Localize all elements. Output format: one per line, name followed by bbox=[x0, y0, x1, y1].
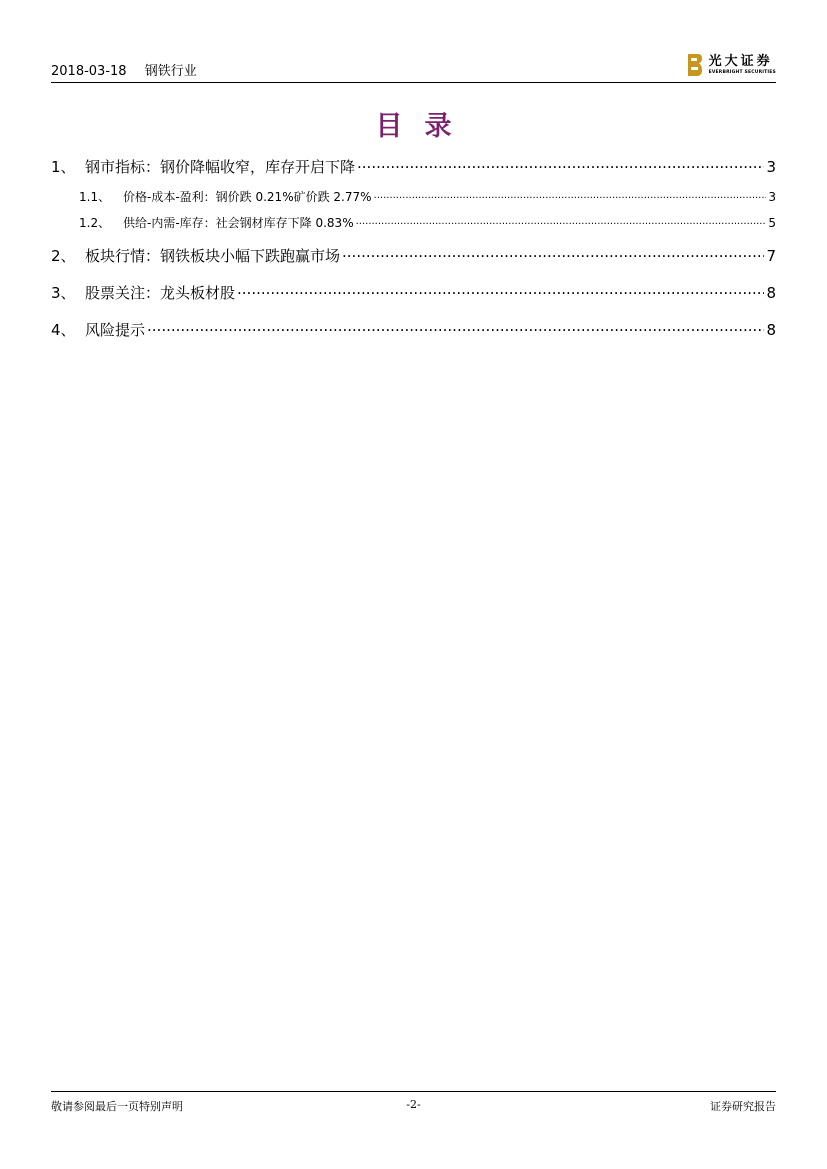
toc-entry-number: 1.1、 bbox=[79, 190, 111, 204]
toc-leader-dots bbox=[356, 215, 767, 227]
toc-entry-number: 3、 bbox=[51, 284, 76, 302]
toc-entry-label: 价格-成本-盈利：钢价跌 0.21%矿价跌 2.77% bbox=[123, 190, 372, 204]
footer-report-type: 证券研究报告 bbox=[710, 1100, 776, 1113]
footer-disclaimer: 敬请参阅最后一页特别声明 bbox=[51, 1100, 183, 1113]
header-info bbox=[51, 60, 197, 79]
toc-entry-page: 8 bbox=[766, 321, 776, 339]
toc-entry-page: 3 bbox=[768, 190, 776, 204]
toc-leader-dots bbox=[357, 157, 764, 172]
page-header bbox=[51, 50, 776, 83]
toc-entry-page: 3 bbox=[766, 158, 776, 176]
toc-entry-number: 4、 bbox=[51, 321, 76, 339]
everbright-logo-icon bbox=[687, 53, 703, 77]
toc-entry-label: 供给-内需-库存：社会钢材库存下降 0.83% bbox=[123, 216, 354, 230]
toc-entry-3[interactable] bbox=[51, 282, 776, 303]
toc-leader-dots bbox=[374, 189, 767, 201]
toc-title: 目录 bbox=[375, 111, 474, 142]
toc-entry-page: 8 bbox=[766, 284, 776, 302]
toc-entry-4[interactable] bbox=[51, 319, 776, 340]
toc-leader-dots bbox=[147, 320, 764, 335]
toc-leader-dots bbox=[237, 283, 764, 298]
toc-entry-1[interactable] bbox=[51, 156, 776, 177]
toc-entry-label: 股票关注：龙头板材股 bbox=[85, 284, 236, 302]
logo-chinese-name: 光大证券 bbox=[708, 53, 773, 69]
report-date: 2018-03-18 bbox=[51, 64, 127, 79]
toc-entry-number: 1、 bbox=[51, 158, 76, 176]
toc-entry-label: 风险提示 bbox=[85, 321, 146, 339]
industry-label: 钢铁行业 bbox=[144, 64, 197, 79]
toc-entry-2[interactable] bbox=[51, 245, 776, 266]
toc-entry-label: 钢市指标：钢价降幅收窄，库存开启下降 bbox=[85, 158, 356, 176]
toc-entry-number: 1.2、 bbox=[79, 216, 111, 230]
toc-entry-label: 板块行情：钢铁板块小幅下跌跑赢市场 bbox=[85, 247, 341, 265]
page-footer bbox=[51, 1091, 776, 1113]
footer-page-number: -2- bbox=[406, 1098, 421, 1111]
toc-entry-1-2[interactable] bbox=[51, 214, 776, 231]
toc-entry-page: 7 bbox=[766, 247, 776, 265]
toc-entry-number: 2、 bbox=[51, 247, 76, 265]
logo-english-name: EVERBRIGHT SECURITIES bbox=[708, 69, 776, 75]
company-logo bbox=[687, 52, 776, 78]
toc-leader-dots bbox=[342, 246, 764, 261]
toc-entry-1-1[interactable] bbox=[51, 188, 776, 205]
toc-entry-page: 5 bbox=[768, 216, 776, 230]
